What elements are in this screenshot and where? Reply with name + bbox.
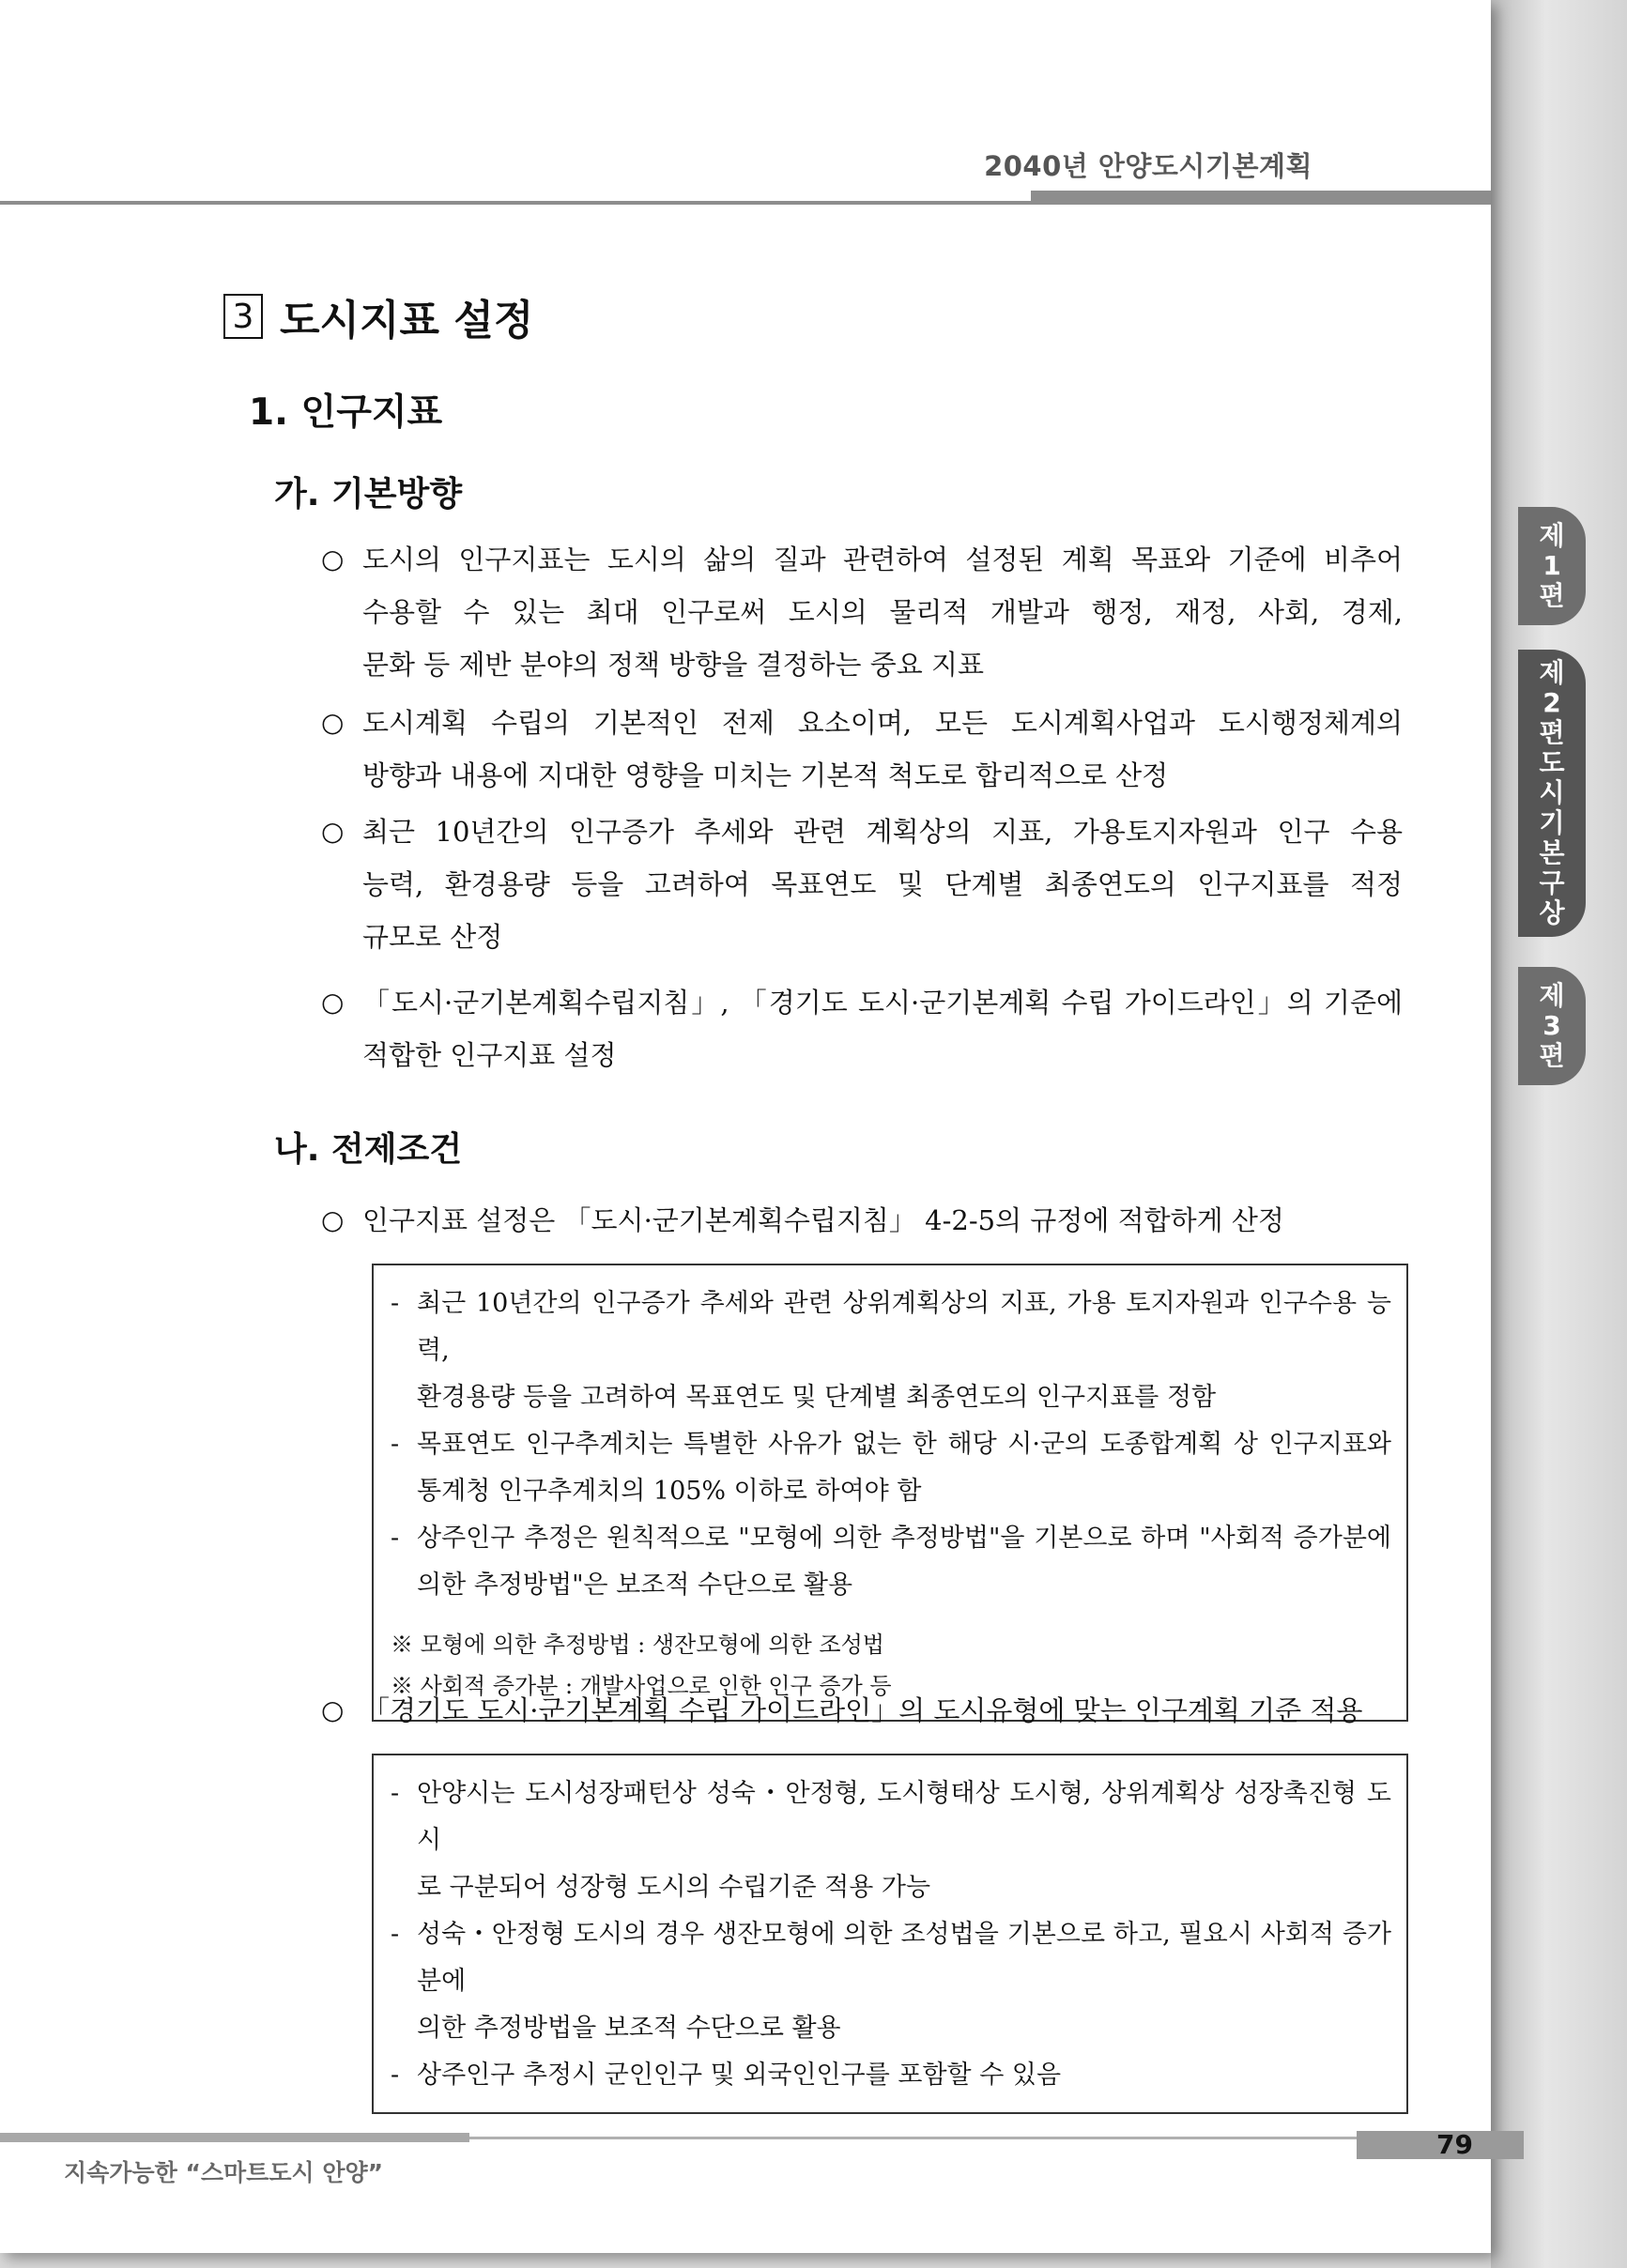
tab-char: 제	[1539, 520, 1565, 551]
tab-char: 2	[1543, 687, 1561, 718]
paragraph-line: 「경기도 도시·군기본계획 수립 가이드라인」의 도시유형에 맞는 인구계획 기준 적용	[362, 1694, 1363, 1726]
paragraph-line: 문화 등 제반 분야의 정책 방향을 결정하는 중요 지표	[362, 649, 985, 681]
paragraph-line: 능력, 환경용량 등을 고려하여 목표연도 및 단계별 최종연도의 인구지표를 적정	[362, 868, 1403, 900]
box-line: 안양시는 도시성장패턴상 성숙・안정형, 도시형태상 도시형, 상위계획상 성장촉진형 도시	[417, 1779, 1391, 1855]
paragraph-line: 도시계획 수립의 기본적인 전제 요소이며, 모든 도시계획사업과 도시행정체계의	[362, 707, 1403, 739]
box-line: 성숙・안정형 도시의 경우 생잔모형에 의한 조성법을 기본으로 하고, 필요시 사회적 증가분에	[417, 1920, 1391, 1996]
footer-slogan: 지속가능한 “스마트도시 안양”	[64, 2159, 384, 2186]
tab-char: 시	[1539, 777, 1565, 808]
side-tab-part-1[interactable]	[1518, 507, 1586, 625]
bullet-icon: ○	[321, 707, 345, 738]
box-list-item	[391, 1280, 1391, 1421]
paragraph-line: 규모로 산정	[362, 921, 503, 953]
tab-char: 기	[1539, 807, 1565, 838]
subsection-title: 1. 인구지표	[249, 391, 443, 434]
tab-char: 상	[1539, 897, 1565, 928]
page-number: 79	[1436, 2129, 1473, 2160]
bullet-paragraph	[321, 1684, 1403, 1737]
dash-marker: -	[391, 1524, 400, 1553]
paragraph-line: 인구지표 설정은 「도시·군기본계획수립지침」 4-2-5의 규정에 적합하게 산정	[362, 1204, 1284, 1236]
part-a-title: 가. 기본방향	[274, 475, 463, 513]
section-title: 도시지표 설정	[280, 297, 534, 345]
tab-char: 편	[1539, 1040, 1565, 1071]
box-list-item	[391, 1911, 1391, 2052]
footer-rule-accent	[0, 2133, 469, 2142]
box-line: 로 구분되어 성장형 도시의 수립기준 적용 가능	[417, 1873, 931, 1902]
tab-char: 도	[1539, 747, 1565, 778]
bullet-icon: ○	[321, 816, 345, 847]
tab-char: 편	[1539, 580, 1565, 611]
bullet-paragraph	[321, 976, 1403, 1081]
dash-marker: -	[391, 1430, 400, 1459]
paragraph-line: 적합한 인구지표 설정	[362, 1039, 617, 1071]
dash-marker: -	[391, 1779, 400, 1808]
tab-char: 1	[1543, 550, 1561, 581]
bullet-icon: ○	[321, 544, 345, 575]
tab-char: 본	[1539, 837, 1565, 868]
box-line: 의한 추정방법을 보조적 수단으로 활용	[417, 2014, 841, 2043]
header-rule	[0, 201, 1491, 205]
box-line: 환경용량 등을 고려하여 목표연도 및 단계별 최종연도의 인구지표를 정함	[417, 1383, 1217, 1412]
side-tab-part-3[interactable]	[1518, 967, 1586, 1085]
part-b-title: 나. 전제조건	[274, 1130, 463, 1169]
tab-char: 3	[1543, 1010, 1561, 1041]
tab-char: 제	[1539, 657, 1565, 688]
paragraph-line: 최근 10년간의 인구증가 추세와 관련 계획상의 지표, 가용토지자원과 인구 수용	[362, 816, 1403, 848]
box-line: 통계청 인구추계치의 105% 이하로 하여야 함	[417, 1477, 922, 1506]
paragraph-line: 도시의 인구지표는 도시의 삶의 질과 관련하여 설정된 계획 목표와 기준에 비추어	[362, 544, 1403, 575]
box-list-item	[391, 1421, 1391, 1515]
paragraph-line: 「도시·군기본계획수립지침」, 「경기도 도시·군기본계획 수립 가이드라인」의 기준에	[362, 987, 1403, 1019]
bullet-paragraph	[321, 805, 1403, 963]
bullet-paragraph	[321, 1194, 1403, 1247]
box-line: 의한 추정방법"은 보조적 수단으로 활용	[417, 1571, 853, 1600]
paragraph-line: 수용할 수 있는 최대 인구로써 도시의 물리적 개발과 행정, 재정, 사회, 경제,	[362, 596, 1403, 628]
bullet-icon: ○	[321, 1204, 345, 1235]
side-margin-strip	[1491, 0, 1627, 2268]
bullet-paragraph	[321, 697, 1403, 802]
box-line: 목표연도 인구추계치는 특별한 사유가 없는 한 해당 시·군의 도종합계획 상 인구지표와	[417, 1430, 1391, 1459]
bullet-icon: ○	[321, 1694, 345, 1725]
box-note: ※ 모형에 의한 추정방법 : 생잔모형에 의한 조성법	[391, 1632, 884, 1658]
section-heading	[223, 286, 533, 346]
box-line: 최근 10년간의 인구증가 추세와 관련 상위계획상의 지표, 가용 토지자원과 인구수용 능력,	[417, 1289, 1391, 1365]
guideline-box	[372, 1754, 1408, 2114]
box-list-item	[391, 1770, 1391, 1911]
bullet-paragraph	[321, 533, 1403, 691]
tab-char: 구	[1539, 867, 1565, 898]
box-list-item	[391, 2052, 1391, 2099]
bullet-icon: ○	[321, 987, 345, 1018]
box-line: 상주인구 추정은 원칙적으로 "모형에 의한 추정방법"을 기본으로 하며 "사회적 증가분에	[417, 1524, 1391, 1553]
dash-marker: -	[391, 1920, 400, 1949]
side-tab-part-2[interactable]	[1518, 650, 1586, 937]
box-note: ※ 사회적 증가분 : 개발사업으로 인한 인구 증가 등	[391, 1673, 892, 1699]
tab-char: 제	[1539, 980, 1565, 1011]
box-list-item	[391, 1515, 1391, 1609]
section-number-box: 3	[223, 294, 263, 339]
tab-char: 편	[1539, 717, 1565, 748]
box-line: 상주인구 추정시 군인인구 및 외국인인구를 포함할 수 있음	[417, 2061, 1062, 2090]
paragraph-line: 방향과 내용에 지대한 영향을 미치는 기본적 척도로 합리적으로 산정	[362, 759, 1169, 791]
guideline-box	[372, 1264, 1408, 1722]
header-title: 2040년 안양도시기본계획	[984, 150, 1312, 182]
dash-marker: -	[391, 1289, 400, 1318]
dash-marker: -	[391, 2061, 400, 2090]
